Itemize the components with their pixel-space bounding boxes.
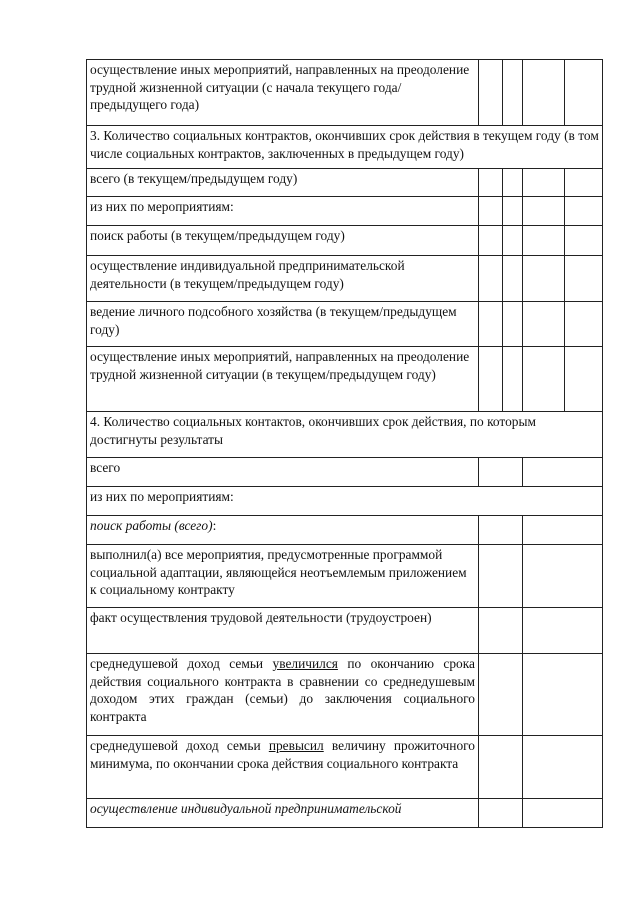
report-table (86, 59, 603, 828)
value-cell[interactable] (479, 60, 503, 126)
value-cell[interactable] (523, 169, 565, 197)
value-cell[interactable] (523, 347, 565, 412)
value-cell[interactable] (503, 226, 523, 256)
value-cell[interactable] (523, 60, 565, 126)
table-row (87, 197, 603, 226)
value-cell[interactable] (523, 197, 565, 226)
cell-text: 4. Количество социальных контактов, окончивших срок действия, по которым достигнуты результаты (90, 414, 536, 447)
value-cell[interactable] (479, 347, 503, 412)
cell-text: поиск работы (в текущем/предыдущем году) (90, 228, 345, 243)
row-label-cell (87, 60, 479, 126)
section-header-cell (87, 487, 603, 516)
row-label-cell (87, 226, 479, 256)
row-label-cell (87, 608, 479, 654)
value-cell[interactable] (565, 169, 603, 197)
cell-text: из них по мероприятиям: (90, 489, 234, 504)
value-cell[interactable] (523, 736, 603, 799)
underlined-text: превысил (268, 738, 324, 753)
value-cell[interactable] (503, 256, 523, 302)
value-cell[interactable] (503, 347, 523, 412)
table-row (87, 169, 603, 197)
row-label-cell (87, 516, 479, 545)
value-cell[interactable] (523, 516, 603, 545)
cell-text: : (212, 518, 217, 533)
cell-text: всего (90, 460, 121, 475)
value-cell[interactable] (523, 608, 603, 654)
value-cell[interactable] (523, 654, 603, 736)
value-cell[interactable] (565, 60, 603, 126)
table-row (87, 516, 603, 545)
table-row (87, 347, 603, 412)
value-cell[interactable] (479, 197, 503, 226)
table-row (87, 487, 603, 516)
table-row (87, 736, 603, 799)
row-label-cell (87, 545, 479, 608)
row-label-cell (87, 197, 479, 226)
cell-text: осуществление иных мероприятий, направленных на преодоление трудной жизненной ситуации (в текущем/предыдущем году) (90, 349, 470, 382)
value-cell[interactable] (565, 197, 603, 226)
value-cell[interactable] (523, 458, 603, 487)
table-row (87, 545, 603, 608)
cell-text: выполнил(а) все мероприятия, предусмотренные программой социальной адаптации, являющейся неотъемлемым приложением к социальному контракту (90, 547, 467, 597)
section-header-cell (87, 126, 603, 169)
cell-text: осуществление индивидуальной предпринимательской деятельности (в текущем/предыдущем году) (90, 258, 405, 291)
italic-text: осуществление индивидуальной предпринимательской (90, 801, 402, 816)
value-cell[interactable] (479, 545, 523, 608)
table-row (87, 226, 603, 256)
row-label-cell (87, 302, 479, 347)
cell-text: среднедушевой доход семьи (90, 738, 269, 753)
value-cell[interactable] (479, 654, 523, 736)
value-cell[interactable] (565, 226, 603, 256)
table-row (87, 654, 603, 736)
cell-text: всего (в текущем/предыдущем году) (90, 171, 298, 186)
table-row (87, 458, 603, 487)
value-cell[interactable] (479, 256, 503, 302)
value-cell[interactable] (479, 169, 503, 197)
table-row (87, 412, 603, 458)
value-cell[interactable] (503, 302, 523, 347)
value-cell[interactable] (523, 226, 565, 256)
row-label-cell (87, 736, 479, 799)
value-cell[interactable] (479, 736, 523, 799)
value-cell[interactable] (503, 60, 523, 126)
value-cell[interactable] (479, 226, 503, 256)
value-cell[interactable] (523, 545, 603, 608)
value-cell[interactable] (479, 458, 523, 487)
cell-text: по окончанию срока действия социального контракта в сравнении со среднедушевым доходом этих граждан (семьи) до заключения социального контракта (90, 656, 475, 724)
value-cell[interactable] (565, 302, 603, 347)
value-cell[interactable] (479, 608, 523, 654)
cell-text: осуществление иных мероприятий, направленных на преодоление трудной жизненной ситуации (с начала текущего года/предыдущего года) (90, 62, 470, 112)
value-cell[interactable] (565, 256, 603, 302)
value-cell[interactable] (503, 169, 523, 197)
section-header-cell (87, 412, 603, 458)
cell-text: факт осуществления трудовой деятельности (трудоустроен) (90, 610, 432, 625)
table-row (87, 60, 603, 126)
cell-text: величину прожиточного минимума, по окончании срока действия социального контракта (90, 738, 475, 771)
underlined-text: увеличился (272, 656, 338, 671)
value-cell[interactable] (523, 256, 565, 302)
table-row (87, 126, 603, 169)
value-cell[interactable] (565, 347, 603, 412)
value-cell[interactable] (523, 302, 565, 347)
row-label-cell (87, 169, 479, 197)
row-label-cell (87, 458, 479, 487)
row-label-cell (87, 347, 479, 412)
cell-text: 3. Количество социальных контрактов, окончивших срок действия в текущем году (в том числе социальных контрактов, заключенных в предыдущем году) (90, 128, 599, 161)
row-label-cell (87, 799, 479, 828)
cell-text: из них по мероприятиям: (90, 199, 234, 214)
italic-text: поиск работы (всего) (90, 518, 213, 533)
table-row (87, 608, 603, 654)
value-cell[interactable] (523, 799, 603, 828)
row-label-cell (87, 256, 479, 302)
cell-text: среднедушевой доход семьи (90, 656, 273, 671)
value-cell[interactable] (503, 197, 523, 226)
value-cell[interactable] (479, 302, 503, 347)
table-row (87, 302, 603, 347)
cell-text: ведение личного подсобного хозяйства (в текущем/предыдущем году) (90, 304, 457, 337)
table-row (87, 256, 603, 302)
table-row (87, 799, 603, 828)
row-label-cell (87, 654, 479, 736)
report-table-body (87, 60, 603, 828)
value-cell[interactable] (479, 799, 523, 828)
value-cell[interactable] (479, 516, 523, 545)
